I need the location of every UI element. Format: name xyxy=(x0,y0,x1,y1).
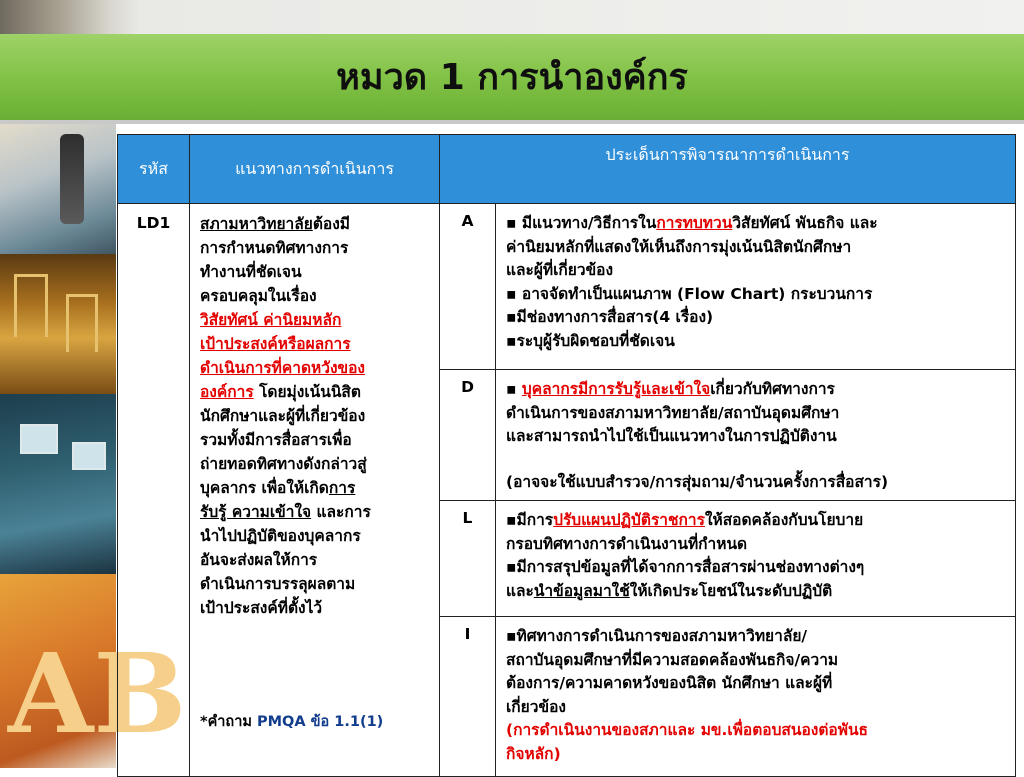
item-text: ▪มีการ xyxy=(506,511,554,529)
item-d-cell xyxy=(496,370,1016,501)
item-text: ▪ xyxy=(506,380,522,398)
item-red-text: บุคลากรมีการรับรู้และเข้าใจ xyxy=(521,380,711,398)
slide-title: หมวด 1 การนำองค์กร xyxy=(336,57,688,98)
photo-microscope xyxy=(0,124,116,254)
approach-text: ครอบคลุมในเรื่อง xyxy=(200,287,317,305)
photo-computer-lab xyxy=(0,394,116,574)
approach-text: ทำงานที่ชัดเจน xyxy=(200,263,302,281)
monitor-icon xyxy=(72,442,106,470)
item-text: ให้เกิดประโยชน์ในระดับปฏิบัติ xyxy=(629,581,833,600)
item-text: ▪ มีแนวทาง/วิธีการใน xyxy=(506,214,657,232)
approach-text: การกำหนดทิศทางการ xyxy=(200,239,349,257)
item-text: และผู้ที่เกี่ยวข้อง xyxy=(506,261,614,279)
item-text: ▪มีการสรุปข้อมูลที่ได้จากการสื่อสารผ่านช่องทางต่างๆ xyxy=(506,558,865,576)
chair-icon xyxy=(66,294,98,352)
item-a-cell xyxy=(496,204,1016,370)
approach-underlined-text: สภามหาวิทยาลัย xyxy=(200,215,313,233)
approach-text: เป้าประสงค์ที่ตั้งไว้ xyxy=(200,599,323,617)
approach-text: และการ xyxy=(311,503,371,521)
approach-red-text: วิสัยทัศน์ ค่านิยมหลัก xyxy=(200,311,342,329)
approach-underlined-text: การ xyxy=(328,479,356,497)
item-text: ▪ทิศทางการดำเนินการของสภามหาวิทยาลัย/ xyxy=(506,627,808,645)
letter-ab-graphic: AB xyxy=(8,629,187,758)
item-red-text: ปรับแผนปฏิบัติราชการ xyxy=(553,511,705,529)
approach-red-text: องค์การ xyxy=(200,383,254,401)
approach-text: อันจะส่งผลให้การ xyxy=(200,551,318,569)
monitor-icon xyxy=(20,424,58,454)
spacer xyxy=(506,449,1005,471)
microscope-icon xyxy=(60,134,84,224)
pdca-letter-l: L xyxy=(440,501,496,617)
item-red-text: (การดำเนินงานของสภาและ มข.เพื่อตอบสนองต่อพันธ xyxy=(506,721,869,739)
item-text: ต้องการ/ความคาดหวังของนิสิต นักศึกษา และผู้ที่ xyxy=(506,674,833,692)
item-text: (อาจจะใช้แบบสำรวจ/การสุ่มถาม/จำนวนครั้งการสื่อสาร) xyxy=(506,472,889,491)
pdca-letter-d: D xyxy=(440,370,496,501)
pmqa-note-ref: PMQA ข้อ 1.1(1) xyxy=(256,714,384,730)
pdca-letter-i: I xyxy=(440,617,496,777)
table-header-row xyxy=(118,135,1016,204)
item-text: ▪ระบุผู้รับผิดชอบที่ชัดเจน xyxy=(506,331,675,350)
row-code: LD1 xyxy=(118,204,190,777)
approach-text: นำไปปฏิบัติของบุคลากร xyxy=(200,527,361,545)
approach-cell xyxy=(190,204,440,777)
approach-text: บุคลากร เพื่อให้เกิด xyxy=(200,479,329,497)
item-text: ▪ อาจจัดทำเป็นแผนภาพ (Flow Chart) กระบวนการ xyxy=(506,284,873,303)
item-text: วิสัยทัศน์ พันธกิจ และ xyxy=(732,214,878,232)
item-text: ให้สอดคล้องกับนโยบาย xyxy=(704,511,864,529)
approach-red-text: ดำเนินการที่คาดหวังของ xyxy=(200,359,365,377)
approach-text: โดยมุ่งเน้นนิสิต xyxy=(253,383,361,401)
item-text: ค่านิยมหลักที่แสดงให้เห็นถึงการมุ่งเน้นนิสิตนักศึกษา xyxy=(506,237,852,256)
item-i-cell xyxy=(496,617,1016,777)
item-text: เกี่ยวข้อง xyxy=(506,697,566,716)
item-text: ▪มีช่องทางการสื่อสาร(4 เรื่อง) xyxy=(506,308,714,326)
header-approach: แนวทางการดำเนินการ xyxy=(190,135,440,204)
item-text: สถาบันอุดมศึกษาที่มีความสอดคล้องพันธกิจ/ความ xyxy=(506,650,839,669)
pdca-letter-a: A xyxy=(440,204,496,370)
pmqa-note xyxy=(200,710,383,734)
approach-text: ต้องมี xyxy=(312,215,350,233)
item-text: ดำเนินการของสภามหาวิทยาลัย/สถาบันอุดมศึกษา xyxy=(506,403,840,422)
approach-text: รวมทั้งมีการสื่อสารเพื่อ xyxy=(200,431,352,449)
approach-text: นักศึกษาและผู้ที่เกี่ยวข้อง xyxy=(200,407,366,425)
header-considerations: ประเด็นการพิจารณาการดำเนินการ xyxy=(440,135,1016,204)
item-red-text: กิจหลัก) xyxy=(506,744,561,763)
top-decor-strip xyxy=(0,0,1024,34)
item-text: เกี่ยวกับทิศทางการ xyxy=(710,380,835,398)
item-l-cell xyxy=(496,501,1016,617)
pmqa-note-prefix: *คำถาม xyxy=(200,714,257,730)
approach-red-text: เป้าประสงค์หรือผลการ xyxy=(200,335,351,353)
approach-underlined-text: รับรู้ ความเข้าใจ xyxy=(200,503,312,521)
item-underlined-text: นำข้อมูลมาใช้ xyxy=(533,581,630,600)
item-text: และสามารถนำไปใช้เป็นแนวทางในการปฏิบัติงาน xyxy=(506,427,837,445)
approach-text: ถ่ายทอดทิศทางดังกล่าวสู่ xyxy=(200,455,367,473)
item-text: กรอบทิศทางการดำเนินงานที่กำหนด xyxy=(506,534,748,553)
approach-text: ดำเนินการบรรลุผลตาม xyxy=(200,575,356,593)
header-code: รหัส xyxy=(118,135,190,204)
table-row xyxy=(118,204,1016,370)
item-text: และ xyxy=(506,581,534,600)
criteria-table xyxy=(117,134,1016,777)
chair-icon xyxy=(14,274,48,337)
item-red-text: การทบทวน xyxy=(656,214,733,232)
